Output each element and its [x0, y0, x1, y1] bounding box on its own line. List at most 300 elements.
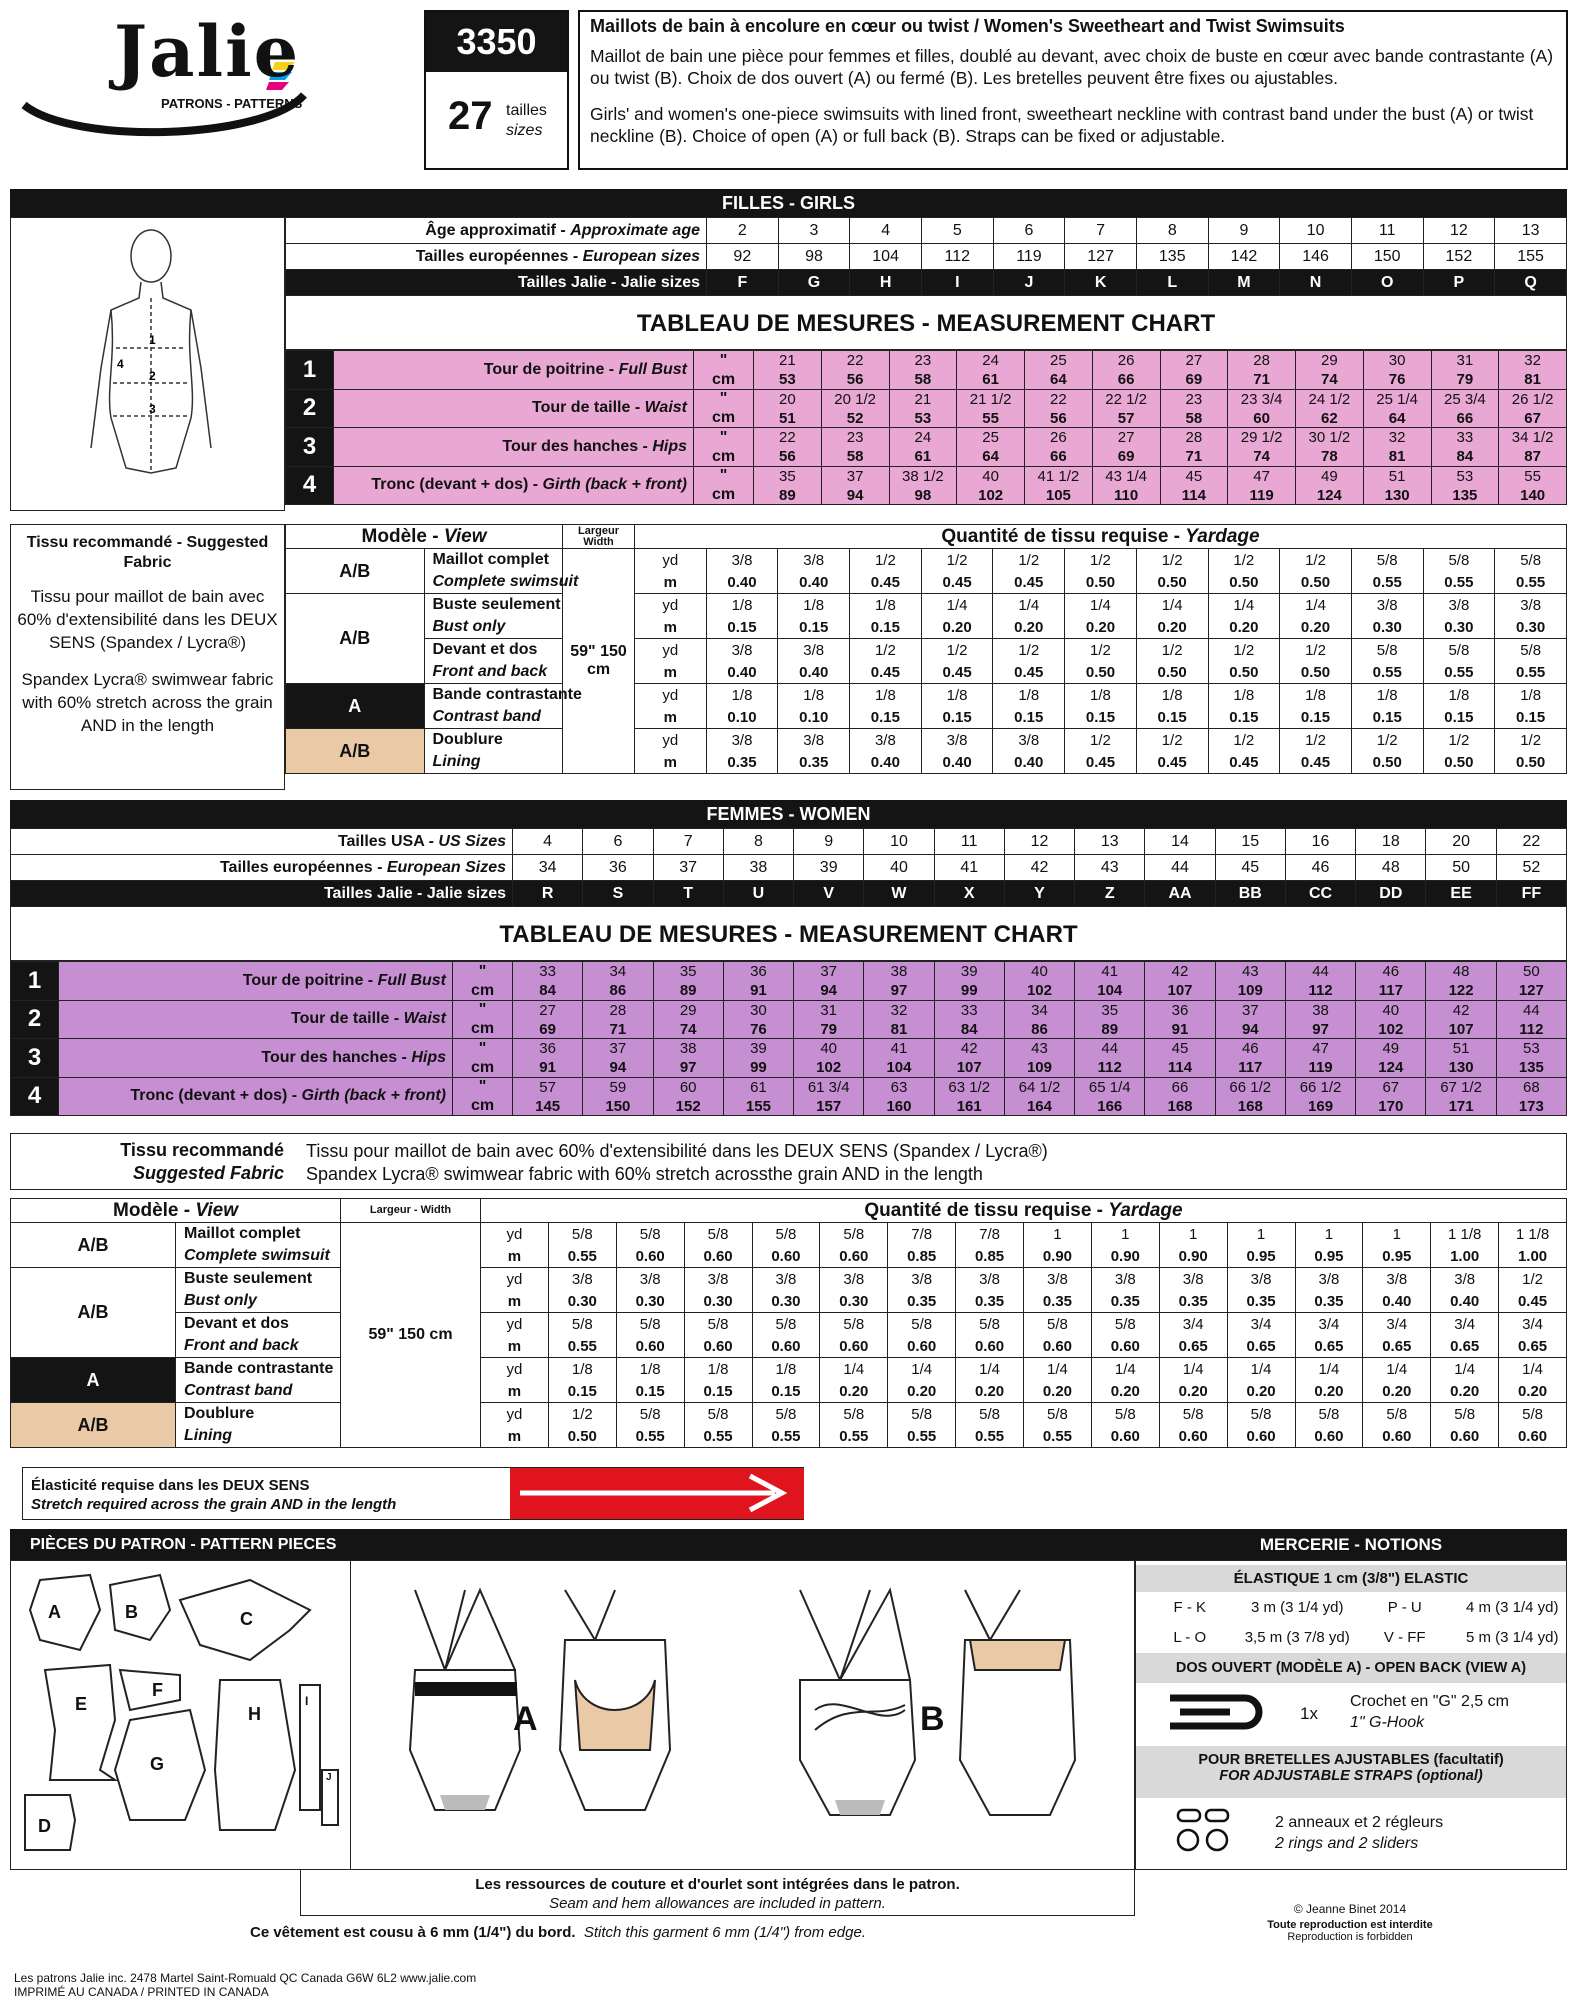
yardage-m: 0.20 — [1295, 1381, 1363, 1403]
girls-chart-title-text: TABLEAU DE MESURES - MEASUREMENT CHART — [636, 310, 1216, 337]
size-value: 104 — [850, 244, 922, 270]
yardage-yd: 5/8 — [1351, 639, 1423, 662]
unit-m: m — [635, 707, 707, 729]
measure-inch: 33 — [513, 962, 583, 982]
yardage-yd: 3/8 — [921, 729, 993, 752]
measure-inch: 21 — [889, 389, 957, 409]
yardage-m: 0.60 — [820, 1246, 888, 1268]
yardage-m: 0.60 — [1295, 1426, 1363, 1448]
measure-cm: 89 — [1075, 1020, 1145, 1039]
yardage-yd: 3/4 — [1363, 1313, 1431, 1336]
measure-inch: 22 — [754, 428, 822, 448]
stitch-fr: Ce vêtement est cousu à 6 mm (1/4") du bord. — [250, 1924, 576, 1941]
yardage-yd: 1/8 — [1280, 684, 1352, 707]
yardage-m: 0.55 — [1351, 662, 1423, 684]
table-row — [11, 1381, 1567, 1403]
yardage-m: 0.35 — [888, 1291, 956, 1313]
yardage-yd: 1/4 — [1363, 1358, 1431, 1381]
description-en: Girls' and women's one-piece swimsuits with lined front, sweetheart neckline with contrast band under the bust (A) or twist neckline (B). Choice of open (A) or full back (B). Straps can be fixed or adjustable. — [590, 104, 1534, 146]
table-row — [286, 662, 1567, 684]
unit-inch: " — [694, 428, 754, 448]
measure-cm: 168 — [1145, 1097, 1215, 1116]
size-value: 44 — [1145, 855, 1215, 881]
yardage-m: 0.60 — [820, 1336, 888, 1358]
yardage-m: 0.40 — [1431, 1291, 1499, 1313]
yardage-yd: 1/8 — [1423, 684, 1495, 707]
yardage-m: 0.45 — [850, 572, 922, 594]
measure-inch: 49 — [1296, 466, 1364, 486]
yardage-m: 0.20 — [1091, 1381, 1159, 1403]
yardage-fr: Buste seulement — [176, 1268, 341, 1291]
yardage-yd: 1/2 — [1208, 639, 1280, 662]
yardage-yd: 1/4 — [993, 594, 1065, 617]
measure-inch: 46 — [1215, 1039, 1285, 1059]
view-header: Modèle - View — [286, 525, 563, 549]
girls-figure-box — [10, 217, 285, 511]
measure-label: Tour de poitrine - Full Bust — [59, 962, 453, 1001]
measure-cm: 102 — [957, 486, 1025, 505]
brand-tagline: PATRONS - PATTERNS — [161, 96, 303, 111]
size-value: 10 — [864, 829, 934, 855]
yardage-yd: 5/8 — [684, 1403, 752, 1426]
measure-inch: 31 — [1431, 351, 1499, 371]
yardage-yd: 3/8 — [548, 1268, 616, 1291]
measure-cm: 102 — [794, 1059, 864, 1078]
yardage-yd: 1/2 — [548, 1403, 616, 1426]
yardage-yd: 5/8 — [1159, 1403, 1227, 1426]
yardage-yd: 1/4 — [1280, 594, 1352, 617]
yardage-fr: Buste seulement — [424, 594, 563, 617]
width-header: Largeur - Width — [341, 1199, 481, 1223]
piece-j-label: J — [326, 1772, 332, 1783]
repro-en: Reproduction is forbidden — [1287, 1931, 1413, 1943]
notions-header — [1135, 1529, 1567, 1560]
unit-inch: " — [694, 466, 754, 486]
size-value: 112 — [921, 244, 993, 270]
yardage-yd: 3/4 — [1499, 1313, 1567, 1336]
measure-cm: 81 — [864, 1020, 934, 1039]
yardage-yd: 5/8 — [1024, 1403, 1092, 1426]
yardage-yd: 5/8 — [1091, 1403, 1159, 1426]
measure-inch: 25 — [957, 428, 1025, 448]
yardage-yd: 1/2 — [993, 639, 1065, 662]
unit-cm: cm — [453, 1059, 513, 1078]
measure-inch: 30 1/2 — [1296, 428, 1364, 448]
women-fabric-en: Spandex Lycra® swimwear fabric with 60% stretch acrossthe grain AND in the length — [306, 1164, 983, 1184]
measure-cm: 164 — [1004, 1097, 1074, 1116]
yardage-m: 0.15 — [1423, 707, 1495, 729]
yardage-yd: 1/4 — [888, 1358, 956, 1381]
size-row-label: Âge approximatif - Approximate age — [286, 218, 707, 244]
women-measure-table — [10, 961, 1567, 1116]
yardage-yd: 5/8 — [616, 1403, 684, 1426]
measure-cm: 124 — [1296, 486, 1364, 505]
stretch-box — [22, 1467, 804, 1520]
yardage-yd: 1/2 — [1208, 729, 1280, 752]
yardage-m: 0.85 — [956, 1246, 1024, 1268]
table-row — [286, 351, 1567, 371]
size-value: 135 — [1136, 244, 1208, 270]
unit-yd: yd — [635, 549, 707, 572]
measure-inch: 44 — [1075, 1039, 1145, 1059]
yardage-yd: 3/8 — [778, 729, 850, 752]
rings-fr: 2 anneaux et 2 régleurs — [1275, 1814, 1444, 1831]
size-value: S — [583, 881, 653, 907]
measure-cm: 104 — [864, 1059, 934, 1078]
yardage-m: 0.65 — [1499, 1336, 1567, 1358]
yardage-yd: 3/8 — [1351, 594, 1423, 617]
measure-cm: 124 — [1356, 1059, 1426, 1078]
yardage-m: 0.55 — [548, 1246, 616, 1268]
measure-inch: 67 — [1356, 1077, 1426, 1097]
yardage-yd: 1 — [1159, 1223, 1227, 1246]
size-value: 34 — [513, 855, 583, 881]
measure-inch: 63 1/2 — [934, 1077, 1004, 1097]
yardage-m: 0.15 — [778, 617, 850, 639]
yardage-m: 0.60 — [1363, 1426, 1431, 1448]
measure-number: 2 — [286, 389, 334, 428]
measure-cm: 58 — [821, 448, 889, 467]
measure-inch: 27 — [1092, 428, 1160, 448]
yardage-m: 0.35 — [1091, 1291, 1159, 1313]
yardage-m: 0.90 — [1159, 1246, 1227, 1268]
measure-cm: 74 — [1228, 448, 1296, 467]
size-value: 119 — [993, 244, 1065, 270]
yardage-yd: 1/2 — [1423, 729, 1495, 752]
yardage-m: 0.40 — [706, 662, 778, 684]
size-value: 155 — [1495, 244, 1567, 270]
measure-cm: 105 — [1025, 486, 1093, 505]
yardage-yd: 5/8 — [548, 1313, 616, 1336]
measure-cm: 117 — [1356, 982, 1426, 1001]
measure-inch: 37 — [821, 466, 889, 486]
size-value: 8 — [723, 829, 793, 855]
piece-h-label: H — [248, 1704, 261, 1724]
measure-cm: 71 — [1160, 448, 1228, 467]
jalie-logo — [14, 10, 314, 140]
table-row — [286, 244, 1567, 270]
yardage-yd: 5/8 — [956, 1313, 1024, 1336]
yardage-yd: 3/8 — [706, 549, 778, 572]
measure-inch: 23 — [1160, 389, 1228, 409]
measure-cm: 64 — [1025, 371, 1093, 390]
size-value: 6 — [993, 218, 1065, 244]
stretch-arrow-icon — [510, 1468, 804, 1519]
size-row-label: Tailles Jalie - Jalie sizes — [286, 270, 707, 296]
yardage-m: 0.30 — [684, 1291, 752, 1313]
yardage-m: 0.40 — [921, 752, 993, 774]
measure-cm: 110 — [1092, 486, 1160, 505]
unit-m: m — [481, 1381, 549, 1403]
women-fabric-title-en: Suggested Fabric — [132, 1163, 284, 1183]
measure-cm: 58 — [889, 371, 957, 390]
yardage-yd: 1/8 — [1351, 684, 1423, 707]
measure-inch: 41 1/2 — [1025, 466, 1093, 486]
table-row — [11, 829, 1567, 855]
measure-label: Tour des hanches - Hips — [59, 1039, 453, 1078]
yardage-yd: 1/4 — [956, 1358, 1024, 1381]
copyright-block — [1230, 1902, 1470, 1943]
table-row — [286, 572, 1567, 594]
measure-inch: 27 — [513, 1000, 583, 1020]
yardage-en: Complete swimsuit — [424, 572, 563, 594]
yardage-yd: 3/8 — [616, 1268, 684, 1291]
straps-en: FOR ADJUSTABLE STRAPS (optional) — [1219, 1768, 1483, 1784]
size-value: AA — [1145, 881, 1215, 907]
size-value: 98 — [778, 244, 850, 270]
girls-fabric-title: Tissu recommandé - Suggested Fabric — [26, 534, 269, 571]
yardage-m: 0.60 — [616, 1336, 684, 1358]
yardage-yd: 3/8 — [684, 1268, 752, 1291]
measure-inch: 42 — [1426, 1000, 1496, 1020]
measure-cm: 119 — [1228, 486, 1296, 505]
yardage-yd: 1/4 — [1159, 1358, 1227, 1381]
yardage-yd: 1/2 — [921, 639, 993, 662]
measure-cm: 114 — [1145, 1059, 1215, 1078]
yardage-yd: 1/4 — [820, 1358, 888, 1381]
yardage-m: 0.20 — [1136, 617, 1208, 639]
size-value: 8 — [1136, 218, 1208, 244]
pieces-header-text: PIÈCES DU PATRON - PATTERN PIECES — [30, 1536, 337, 1553]
yardage-yd: 3/8 — [850, 729, 922, 752]
measure-cm: 79 — [1431, 371, 1499, 390]
size-value: Q — [1495, 270, 1567, 296]
measure-inch: 37 — [794, 962, 864, 982]
view-code: A/B — [286, 594, 425, 684]
yardage-m: 0.20 — [1227, 1381, 1295, 1403]
size-value: 13 — [1075, 829, 1145, 855]
yardage-m: 0.60 — [956, 1336, 1024, 1358]
size-value: 20 — [1426, 829, 1496, 855]
yardage-yd: 5/8 — [1431, 1403, 1499, 1426]
unit-inch: " — [453, 1000, 513, 1020]
measure-cm: 66 — [1431, 409, 1499, 428]
yardage-m: 0.35 — [778, 752, 850, 774]
size-value: 9 — [794, 829, 864, 855]
yardage-m: 0.15 — [752, 1381, 820, 1403]
yardage-yd: 3/8 — [706, 729, 778, 752]
size-value: 22 — [1496, 829, 1566, 855]
yardage-m: 0.20 — [1208, 617, 1280, 639]
measure-inch: 25 — [1025, 351, 1093, 371]
measure-cm: 56 — [754, 448, 822, 467]
yardage-m: 0.55 — [1495, 662, 1567, 684]
table-row — [286, 684, 1567, 707]
measure-inch: 22 — [821, 351, 889, 371]
unit-yd: yd — [635, 729, 707, 752]
yardage-yd: 1/2 — [1280, 549, 1352, 572]
yardage-header: Quantité de tissu requise - Yardage — [481, 1199, 1567, 1223]
measure-cm: 86 — [583, 982, 653, 1001]
unit-m: m — [481, 1246, 549, 1268]
measure-cm: 97 — [653, 1059, 723, 1078]
size-value: 2 — [707, 218, 779, 244]
elastic-table — [1136, 1592, 1566, 1652]
yardage-yd: 5/8 — [888, 1313, 956, 1336]
measure-inch: 66 — [1145, 1077, 1215, 1097]
measure-cm: 51 — [754, 409, 822, 428]
yardage-m: 0.65 — [1431, 1336, 1499, 1358]
yardage-en: Front and back — [176, 1336, 341, 1358]
view-a-label: A — [513, 1700, 538, 1738]
yardage-yd: 1/8 — [778, 594, 850, 617]
view-b-label: B — [920, 1700, 945, 1738]
view-code: A — [286, 684, 425, 729]
yardage-m: 0.40 — [850, 752, 922, 774]
yardage-yd: 1/8 — [850, 684, 922, 707]
table-row — [11, 1358, 1567, 1381]
measure-inch: 38 — [1285, 1000, 1355, 1020]
yardage-m: 0.15 — [706, 617, 778, 639]
yardage-yd: 5/8 — [1363, 1403, 1431, 1426]
measure-cm: 94 — [821, 486, 889, 505]
measure-inch: 38 1/2 — [889, 466, 957, 486]
yardage-yd: 1/8 — [706, 684, 778, 707]
yardage-yd: 5/8 — [616, 1313, 684, 1336]
yardage-yd: 5/8 — [1423, 549, 1495, 572]
yardage-m: 0.45 — [1136, 752, 1208, 774]
yardage-m: 0.65 — [1363, 1336, 1431, 1358]
table-row — [11, 1313, 1567, 1336]
yardage-yd: 5/8 — [684, 1223, 752, 1246]
measure-cm: 145 — [513, 1097, 583, 1116]
measure-cm: 109 — [1004, 1059, 1074, 1078]
measure-inch: 48 — [1426, 962, 1496, 982]
measure-cm: 78 — [1296, 448, 1364, 467]
yardage-m: 0.15 — [1065, 707, 1137, 729]
size-value: 41 — [934, 855, 1004, 881]
table-row — [286, 218, 1567, 244]
measure-inch: 31 — [794, 1000, 864, 1020]
table-row — [286, 525, 1567, 549]
yardage-m: 0.55 — [888, 1426, 956, 1448]
measure-inch: 33 — [1431, 428, 1499, 448]
yardage-yd: 1/8 — [1136, 684, 1208, 707]
yardage-m: 0.20 — [1065, 617, 1137, 639]
measure-inch: 42 — [934, 1039, 1004, 1059]
size-value: 5 — [921, 218, 993, 244]
measure-inch: 32 — [864, 1000, 934, 1020]
view-b-illustration — [780, 1570, 1120, 1860]
measure-inch: 61 3/4 — [794, 1077, 864, 1097]
yardage-yd: 1/8 — [778, 684, 850, 707]
view-code: A/B — [286, 729, 425, 774]
measure-inch: 29 1/2 — [1228, 428, 1296, 448]
elastic-title: ÉLASTIQUE 1 cm (3/8") ELASTIC — [1136, 1565, 1566, 1592]
measure-inch: 34 1/2 — [1499, 428, 1567, 448]
elastic-qty-3: 3,5 m (3 7/8 yd) — [1244, 1628, 1350, 1646]
yardage-m: 0.55 — [1024, 1426, 1092, 1448]
women-fabric-title-fr: Tissu recommandé — [120, 1140, 284, 1160]
measure-cm: 61 — [957, 371, 1025, 390]
yardage-m: 0.45 — [1499, 1291, 1567, 1313]
unit-cm: cm — [453, 1020, 513, 1039]
measure-inch: 23 3/4 — [1228, 389, 1296, 409]
yardage-yd: 3/8 — [993, 729, 1065, 752]
yardage-fr: Maillot complet — [424, 549, 563, 572]
yardage-m: 0.95 — [1227, 1246, 1295, 1268]
yardage-yd: 1/2 — [1065, 549, 1137, 572]
elastic-size-2: P - U — [1387, 1598, 1422, 1616]
size-value: 16 — [1285, 829, 1355, 855]
pieces-divider — [350, 1560, 351, 1870]
yardage-yd: 3/8 — [1227, 1268, 1295, 1291]
yardage-m: 0.45 — [1280, 752, 1352, 774]
yardage-yd: 5/8 — [1423, 639, 1495, 662]
yardage-yd: 1/4 — [1091, 1358, 1159, 1381]
size-value: Y — [1004, 881, 1074, 907]
measure-cm: 69 — [1092, 448, 1160, 467]
size-value: 12 — [1423, 218, 1495, 244]
yardage-m: 0.20 — [1280, 617, 1352, 639]
size-value: 43 — [1075, 855, 1145, 881]
yardage-m: 0.20 — [1024, 1381, 1092, 1403]
measure-label: Tour de poitrine - Full Bust — [334, 351, 694, 390]
measure-cm: 74 — [653, 1020, 723, 1039]
measure-number: 2 — [11, 1000, 59, 1039]
measure-cm: 91 — [1145, 1020, 1215, 1039]
women-yardage-table — [10, 1198, 1567, 1448]
svg-text:3: 3 — [149, 402, 156, 416]
measure-inch: 37 — [1215, 1000, 1285, 1020]
g-hook-icon — [1160, 1690, 1270, 1734]
women-chart-title-text: TABLEAU DE MESURES - MEASUREMENT CHART — [499, 921, 1078, 948]
yardage-yd: 1/2 — [921, 549, 993, 572]
measure-cm: 112 — [1285, 982, 1355, 1001]
yardage-yd: 3/8 — [1091, 1268, 1159, 1291]
piece-c-label: C — [240, 1609, 253, 1629]
measure-inch: 20 1/2 — [821, 389, 889, 409]
yardage-m: 0.30 — [1423, 617, 1495, 639]
girls-yardage-table — [285, 524, 1567, 774]
yardage-m: 1.00 — [1431, 1246, 1499, 1268]
pattern-pieces-drawing — [20, 1570, 345, 1865]
yardage-m: 0.45 — [993, 572, 1065, 594]
size-value: FF — [1496, 881, 1566, 907]
yardage-m: 0.15 — [993, 707, 1065, 729]
measure-inch: 29 — [653, 1000, 723, 1020]
size-value: CC — [1285, 881, 1355, 907]
yardage-yd: 1/2 — [1351, 729, 1423, 752]
girls-size-table — [285, 217, 1567, 296]
measure-cm: 107 — [1426, 1020, 1496, 1039]
measure-inch: 36 — [723, 962, 793, 982]
measure-cm: 87 — [1499, 448, 1567, 467]
yardage-yd: 5/8 — [956, 1403, 1024, 1426]
measure-inch: 51 — [1363, 466, 1431, 486]
yardage-m: 0.50 — [1136, 662, 1208, 684]
measure-number: 4 — [11, 1077, 59, 1116]
measure-cm: 84 — [1431, 448, 1499, 467]
size-row-label: Tailles Jalie - Jalie sizes — [11, 881, 513, 907]
table-row — [286, 549, 1567, 572]
yardage-m: 0.35 — [706, 752, 778, 774]
unit-yd: yd — [635, 594, 707, 617]
yardage-en: Front and back — [424, 662, 563, 684]
elastic-size-4: V - FF — [1383, 1628, 1426, 1646]
size-value: BB — [1215, 881, 1285, 907]
measure-cm: 74 — [1296, 371, 1364, 390]
piece-g-label: G — [150, 1754, 165, 1774]
measure-cm: 150 — [583, 1097, 653, 1116]
measure-inch: 53 — [1431, 466, 1499, 486]
size-value: 142 — [1208, 244, 1280, 270]
yardage-m: 0.50 — [1280, 572, 1352, 594]
yardage-m: 0.35 — [1227, 1291, 1295, 1313]
measure-cm: 114 — [1160, 486, 1228, 505]
measure-cm: 76 — [1363, 371, 1431, 390]
size-value: 39 — [794, 855, 864, 881]
